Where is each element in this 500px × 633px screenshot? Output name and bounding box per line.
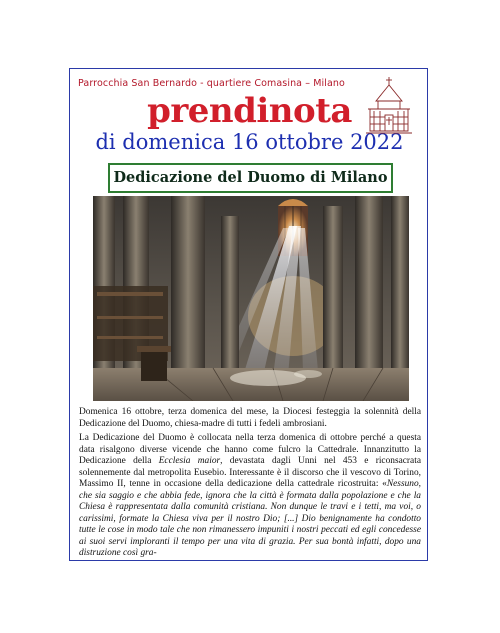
newsletter-frame (69, 68, 428, 561)
latin-term: Ecclesia maior (158, 456, 221, 466)
church-icon (366, 75, 412, 137)
quotation: Nessuno, che sia saggio e che abbia fede, ignora che la città è formata dalla popolazione e che la Chiesa è rappresentata dalla comunità cristiana. Non dunque le travi e i tetti, ma voi, o carissimi, formate la Chiesa viva per il nostro Dio; [...] Dio benignamente ha condotto tutte le cose in modo tale che non rimanessero impuniti i nostri peccati ed egli concedesse ai suoi servi imploranti il tempo per una vita di grazia. Per sua bontà infatti, dopo una distruzione così gra- (79, 479, 421, 558)
article-title: Dedicazione del Duomo di Milano (108, 163, 393, 193)
article-paragraph-1: Domenica 16 ottobre, terza domenica del mese, la Diocesi festeggia la solennità della Dedicazione del Duomo, chiesa-madre di tutti i fedeli ambrosiani. (79, 407, 421, 429)
article-body (79, 407, 421, 561)
masthead-title: prendinota (147, 91, 352, 131)
paragraph-text: , devastata dagli Unni nel 453 e riconsacrata solennemente dal metropolita Eusebio. Interessante è il discorso che il vescovo di Torino, Massimo II, tenne in occasione della dedicazione della cattedrale ricostruita: « (79, 456, 421, 489)
article-paragraph-2 (79, 433, 421, 560)
parish-name: Parrocchia San Bernardo - quartiere Comasina – Milano (78, 78, 345, 89)
issue-date: di domenica 16 ottobre 2022 (95, 130, 404, 154)
paragraph-text: La Dedicazione del Duomo è collocata nella terza domenica di ottobre perché a questa data risalgono diverse vicende che hanno come fulcro la Cattedrale. Innanzitutto la Dedicazione della (79, 433, 421, 466)
cathedral-interior-photo (93, 196, 409, 401)
